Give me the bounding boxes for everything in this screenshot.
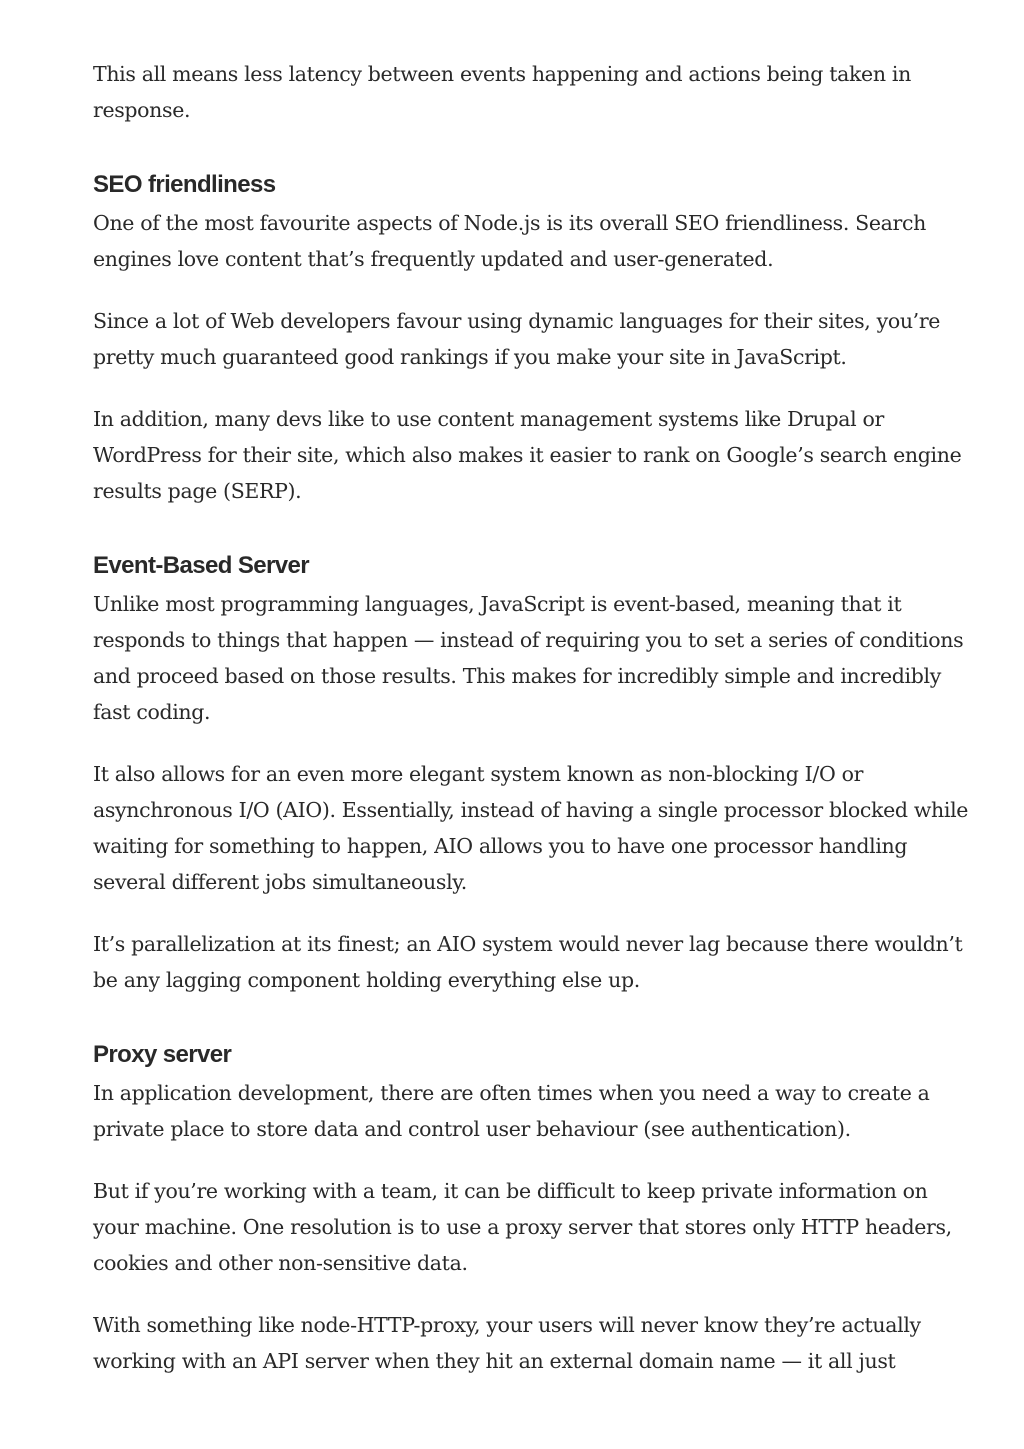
event-paragraph-3: It’s parallelization at its finest; an AIO system would never lag because there wouldn’t be any lagging component holding everything else up. <box>93 932 963 992</box>
heading-event-based-server: Event-Based Server <box>93 552 309 579</box>
proxy-paragraph-2: But if you’re working with a team, it can be difficult to keep private information on your machine. One resolution is to use a proxy server that stores only HTTP headers, cookies and other non-sensitive data. <box>93 1179 952 1275</box>
event-paragraph-1: Unlike most programming languages, JavaScript is event-based, meaning that it responds to things that happen — instead of requiring you to set a series of conditions and proceed based on those results. This makes for incredibly simple and incredibly fast coding. <box>93 592 964 724</box>
event-paragraph-2: It also allows for an even more elegant system known as non-blocking I/O or asynchronous I/O (AIO). Essentially, instead of having a single processor blocked while waiting for something to happen, AIO allows you to have one processor handling several different jobs simultaneously. <box>93 762 969 894</box>
seo-paragraph-2: Since a lot of Web developers favour using dynamic languages for their sites, you’re pretty much guaranteed good rankings if you make your site in JavaScript. <box>93 309 941 369</box>
seo-paragraph-3: In addition, many devs like to use content management systems like Drupal or WordPress for their site, which also makes it easier to rank on Google’s search engine results page (SERP). <box>93 407 962 503</box>
seo-paragraph-1: One of the most favourite aspects of Node.js is its overall SEO friendliness. Search engines love content that’s frequently updated and user-generated. <box>93 211 926 271</box>
proxy-paragraph-3: With something like node-HTTP-proxy, your users will never know they’re actually working with an API server when they hit an external domain name — it all just <box>93 1313 921 1373</box>
proxy-paragraph-1: In application development, there are often times when you need a way to create a private place to store data and control user behaviour (see authentication). <box>93 1081 930 1141</box>
heading-proxy-server: Proxy server <box>93 1041 232 1068</box>
article-body <box>93 56 973 1405</box>
intro-paragraph: This all means less latency between events happening and actions being taken in response. <box>93 62 911 122</box>
heading-seo-friendliness: SEO friendliness <box>93 171 276 198</box>
